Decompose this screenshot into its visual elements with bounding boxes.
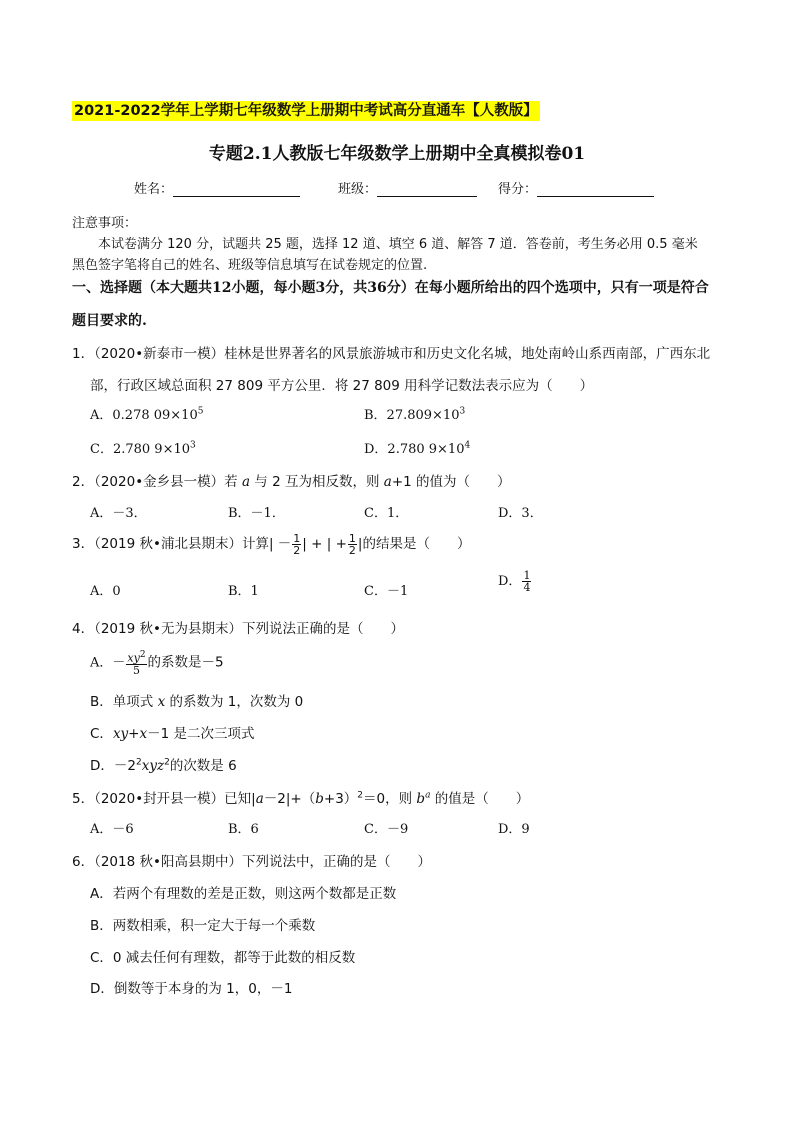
q2-option-c: C．1．	[364, 506, 409, 521]
q5-option-a: A．－6	[90, 822, 134, 837]
q3-option-b: B．1	[228, 584, 259, 599]
page-title: 专题2.1人教版七年级数学上册期中全真模拟卷01	[208, 144, 586, 164]
notice-heading: 注意事项：	[72, 216, 138, 231]
q1-option-c: C．2.780 $9\times 10^3$	[90, 440, 196, 457]
question-2-stem: 2．（2020•金乡县一模）若 a 与 2 互为相反数，则 a+1 的值为（ ）	[72, 474, 511, 490]
question-5-stem: 5．（2020•封开县一模）已知$|a-2|+(b+3)^2=0$，则 $b^a$ 的值是（ ）	[72, 790, 530, 807]
q4-option-b: B．单项式 x 的系数为 1，次数为 0	[90, 694, 304, 710]
notice-line-2: 黑色签字笔将自己的姓名、班级等信息填写在试卷规定的位置.	[72, 258, 428, 273]
question-6-stem: 6．（2018 秋•阳高县期中）下列说法中，正确的是（ ）	[72, 854, 431, 870]
section-heading-line-1: 一、选择题（本大题共12小题，每小题3分，共36分）在每小题所给出的四个选项中，只有一项是符合	[72, 280, 709, 296]
question-3-stem: 3．（2019 秋•浦北县期末）计算| － $\frac{1}{2}$ | + | + $\frac{1}{2}$ |的结果是（ ）	[72, 531, 471, 557]
q6-option-c: C．0 减去任何有理数，都等于此数的相反数	[90, 950, 356, 966]
question-1-line-2: 部，行政区域总面积 27 809 平方公里．将 27 809 用科学记数法表示应为（ ）	[90, 378, 594, 394]
q5-option-c: C．－9	[364, 822, 409, 837]
banner: 2021-2022学年上学期七年级数学上册期中考试高分直通车【人教版】	[74, 103, 538, 119]
q3-option-d: D． $\frac{1}{4}$	[498, 569, 531, 594]
name-field	[134, 178, 300, 197]
notice-line-1: 本试卷满分 120 分，试题共 25 题，选择 12 道、填空 6 道、解答 7 道．答卷前，考生务必用 0.5 毫米	[98, 237, 698, 252]
q6-option-a: A．若两个有理数的差是正数，则这两个数都是正数	[90, 886, 397, 902]
q2-option-d: D．3．	[498, 506, 543, 521]
name-blank	[173, 183, 300, 197]
score-blank	[537, 183, 654, 197]
score-field	[498, 178, 654, 197]
q2-option-a: A．－3．	[90, 506, 147, 521]
q6-option-b: B．两数相乘，积一定大于每一个乘数	[90, 918, 316, 934]
q4-option-a: A．－ $\frac{xy^2}{5}$ 的系数是－5	[90, 650, 224, 677]
q6-option-d: D．倒数等于本身的为 1，0，－1	[90, 981, 293, 997]
class-blank	[377, 183, 477, 197]
class-field	[338, 178, 477, 197]
q1-option-d: D．2.780 $9\times 10^4$	[364, 440, 471, 457]
fraction-one-half: $\frac{1}{2}$	[348, 531, 356, 557]
q1-option-a: A．0.278 $09\times 10^5$	[90, 406, 204, 423]
q5-option-b: B．6	[228, 822, 259, 837]
name-label: 姓名：	[134, 182, 174, 197]
q5-option-d: D．9	[498, 822, 530, 837]
q1-option-b: B．$27.809\times 10^3$	[364, 406, 466, 423]
q4-option-c: C．xy+x－1 是二次三项式	[90, 726, 255, 742]
fraction-one-half: $\frac{1}{2}$	[293, 531, 301, 557]
class-label: 班级：	[338, 182, 378, 197]
section-heading-line-2: 题目要求的.	[72, 313, 147, 329]
q4-option-d: D．$-2^2xyz^2$的次数是 6	[90, 757, 237, 774]
question-1-line-1: 1．（2020•新泰市一模）桂林是世界著名的风景旅游城市和历史文化名城，地处南岭山系西南部，广西东北	[72, 346, 711, 362]
score-label: 得分：	[498, 182, 538, 197]
q3-option-c: C．－1	[364, 584, 409, 599]
question-4-stem: 4．（2019 秋•无为县期末）下列说法正确的是（ ）	[72, 621, 404, 637]
q2-option-b: B．－1．	[228, 506, 285, 521]
q3-option-a: A．0	[90, 584, 121, 599]
